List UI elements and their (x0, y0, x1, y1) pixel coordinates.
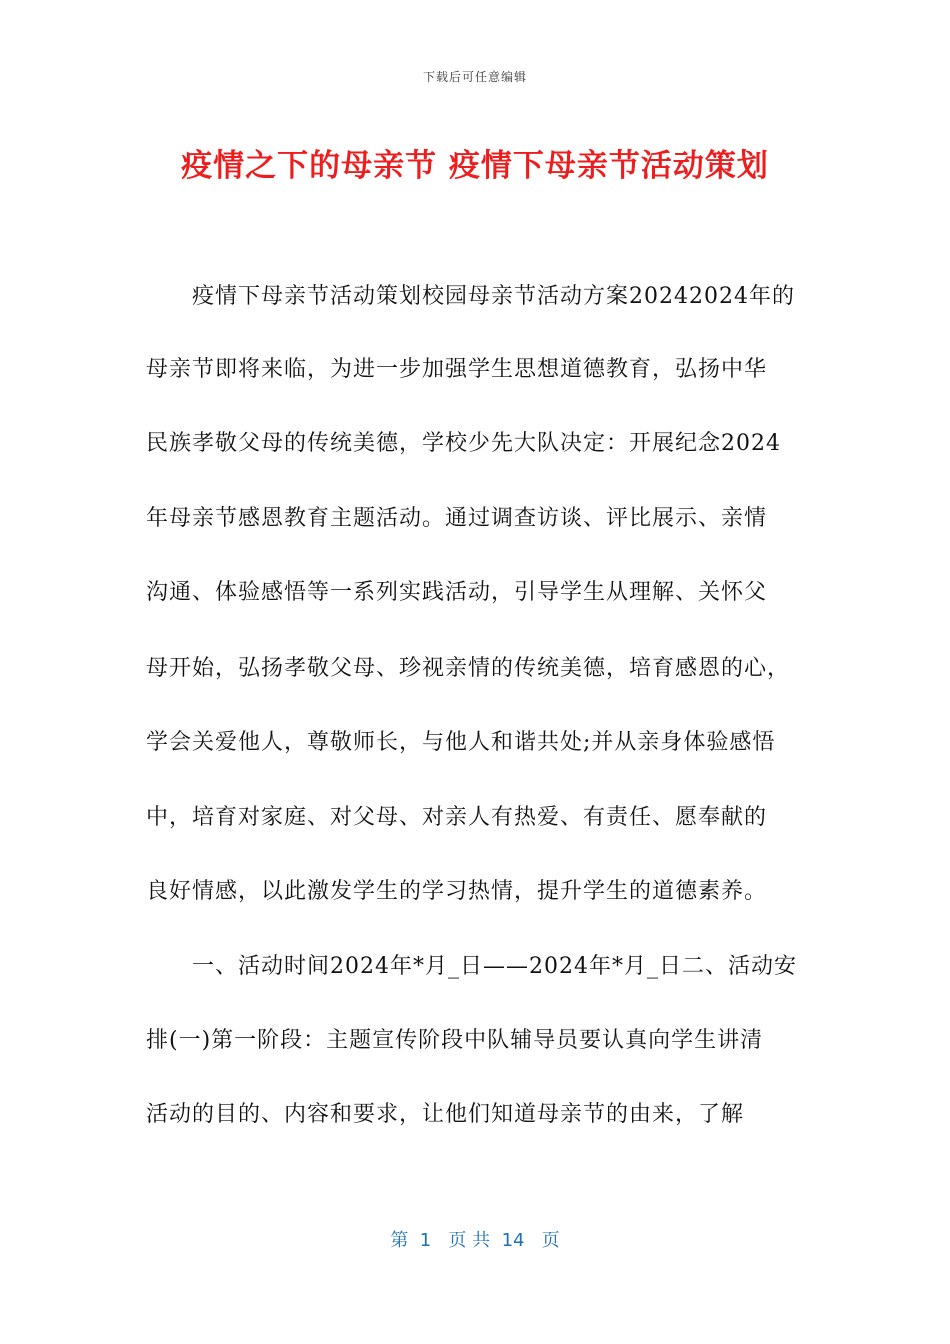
paragraph-line: 良好情感，以此激发学生的学习热情，提升学生的道德素养。 (146, 879, 768, 904)
page-number-footer: 第 1 页 共 14 页 (390, 1230, 560, 1251)
paragraph-line: 学会关爱他人，尊敬师长，与他人和谐共处;并从亲身体验感悟 (146, 730, 776, 755)
paragraph-line: 沟通、体验感悟等一系列实践活动，引导学生从理解、关怀父 (146, 580, 768, 605)
paragraph-line: 排(一)第一阶段：主题宣传阶段中队辅导员要认真向学生讲清 (146, 1028, 764, 1053)
paragraph-line: 活动的目的、内容和要求，让他们知道母亲节的由来，了解 (146, 1102, 745, 1127)
paragraph-line: 年母亲节感恩教育主题活动。通过调查访谈、评比展示、亲情 (146, 506, 768, 531)
paragraph-line: 母开始，弘扬孝敬父母、珍视亲情的传统美德，培育感恩的心， (146, 656, 791, 681)
paragraph-line: 一、活动时间2024年*月_日——2024年*月_日二、活动安 (192, 954, 797, 979)
paragraph-line: 母亲节即将来临，为进一步加强学生思想道德教育，弘扬中华 (146, 357, 768, 382)
header-note: 下载后可任意编辑 (422, 70, 527, 84)
paragraph-line: 疫情下母亲节活动策划校园母亲节活动方案20242024年的 (192, 284, 795, 309)
paragraph-line: 民族孝敬父母的传统美德，学校少先大队决定：开展纪念2024 (146, 431, 781, 456)
document-title: 疫情之下的母亲节 疫情下母亲节活动策划 (181, 148, 769, 184)
paragraph-line: 中，培育对家庭、对父母、对亲人有热爱、有责任、愿奉献的 (146, 805, 768, 830)
